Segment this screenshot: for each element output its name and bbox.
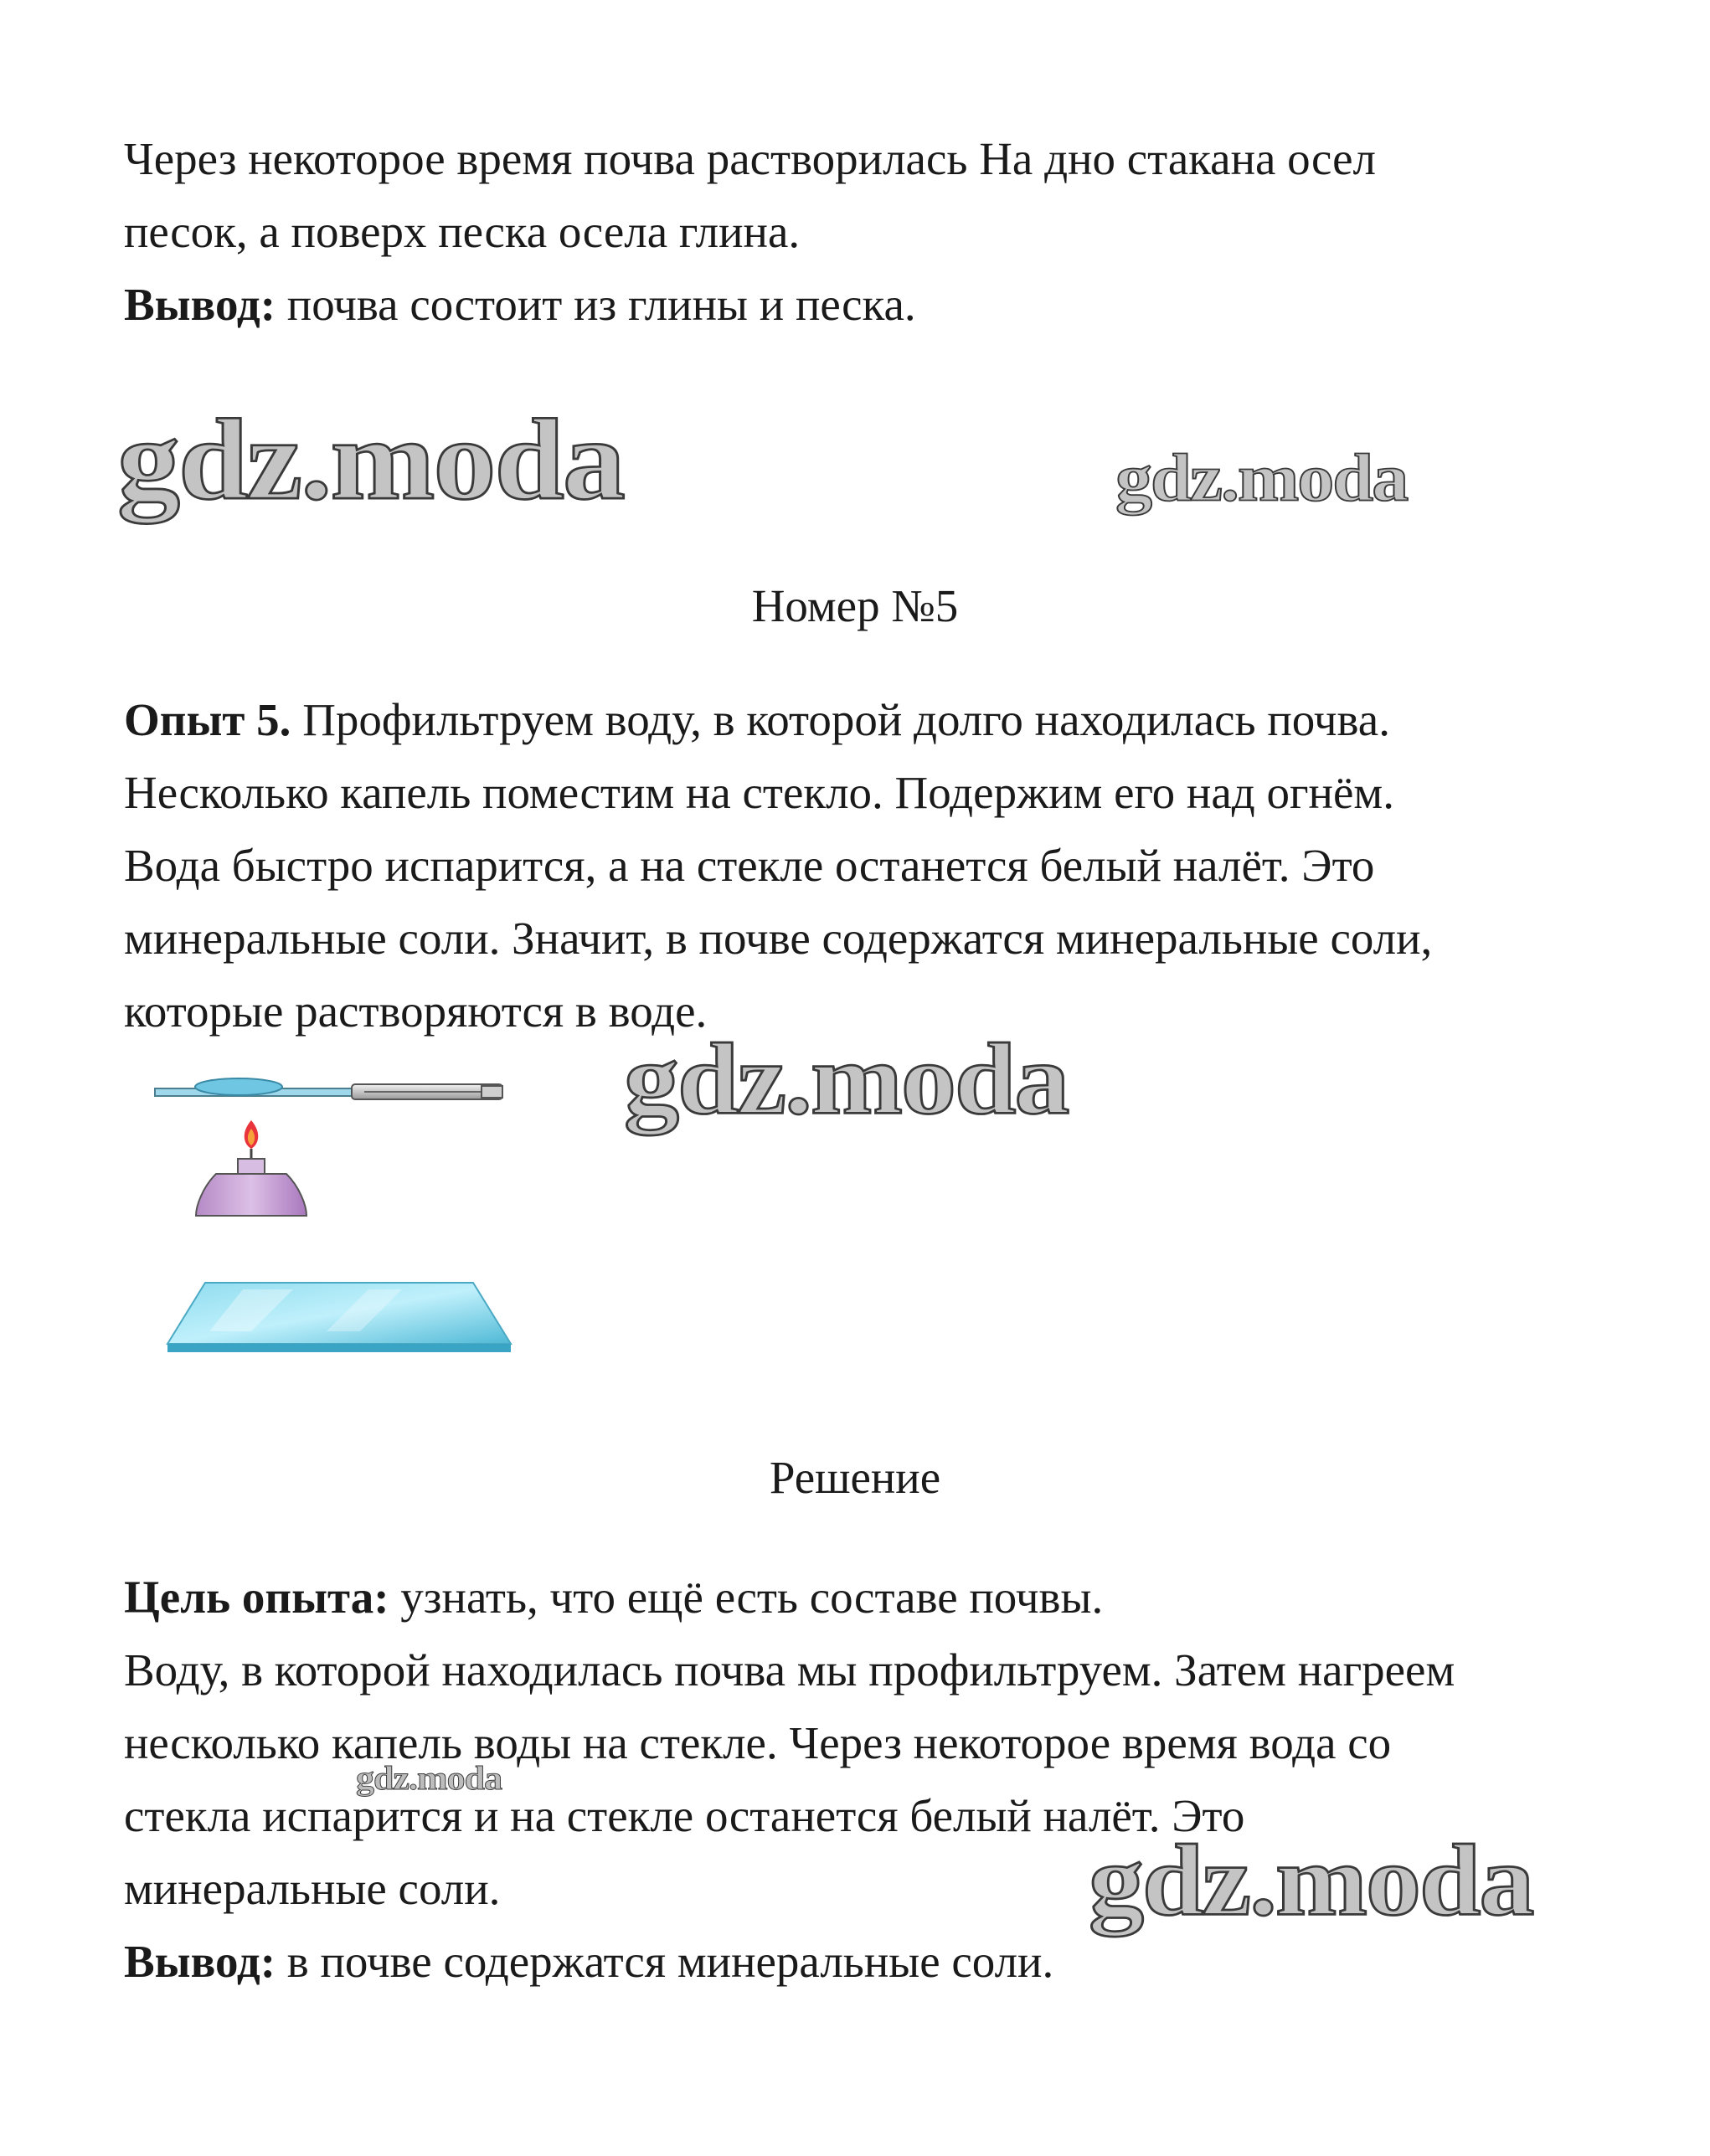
solution-conclusion-text: в почве содержатся минеральные соли. [276,1936,1054,1987]
solution-goal [124,1571,1103,1624]
solution-conclusion-label: Вывод: [124,1936,276,1987]
task-title: Номер №5 [751,580,959,631]
task-line-4: минеральные соли. Значит, в почве содержатся минеральные соли, [124,913,1433,964]
watermark-3: gdz.moda [624,1021,1069,1135]
task-line-1-text: Профильтруем воду, в которой долго находилась почва. [291,694,1390,745]
watermark-5: gdz.moda [1089,1823,1533,1937]
solution-line-4: минеральные соли. [124,1863,501,1914]
spirit-burner-icon [196,1159,306,1216]
experiment-illustration [151,1038,536,1390]
solution-line-1: Воду, в которой находилась почва мы профильтруем. Затем нагреем [124,1644,1455,1695]
solution-conclusion [124,1935,1053,1989]
solution-line-2: несколько капель воды на стекле. Через некоторое время вода со [124,1717,1392,1768]
intro-conclusion [124,278,916,332]
task-line-1 [124,693,1390,747]
glass-plate [167,1283,511,1352]
glass-slide [155,1078,356,1096]
slide-holder [352,1084,502,1099]
intro-conclusion-text: почва состоит из глины и песка. [276,279,916,330]
solution-line-3: стекла испарится и на стекле останется белый налёт. Это [124,1790,1245,1841]
solution-goal-text: узнать, что ещё есть составе почвы. [389,1572,1104,1623]
solution-goal-label: Цель опыта: [124,1572,389,1623]
task-line-3: Вода быстро испарится, а на стекле останется белый налёт. Это [124,840,1375,891]
task-label: Опыт 5. [124,694,291,745]
solution-title: Решение [769,1452,941,1503]
water-drop [195,1078,282,1095]
watermark-2: gdz.moda [1115,440,1408,517]
watermark-1: gdz.moda [117,395,624,524]
task-line-5: которые растворяются в воде. [124,985,708,1037]
watermark-4: gdz.moda [356,1758,502,1797]
intro-line-1: Через некоторое время почва растворилась На дно стакана осел [124,133,1376,184]
flame-icon [245,1120,259,1160]
intro-line-2: песок, а поверх песка осела глина. [124,206,801,257]
intro-conclusion-label: Вывод: [124,279,276,330]
task-line-2: Несколько капель поместим на стекло. Подержим его над огнём. [124,767,1394,818]
